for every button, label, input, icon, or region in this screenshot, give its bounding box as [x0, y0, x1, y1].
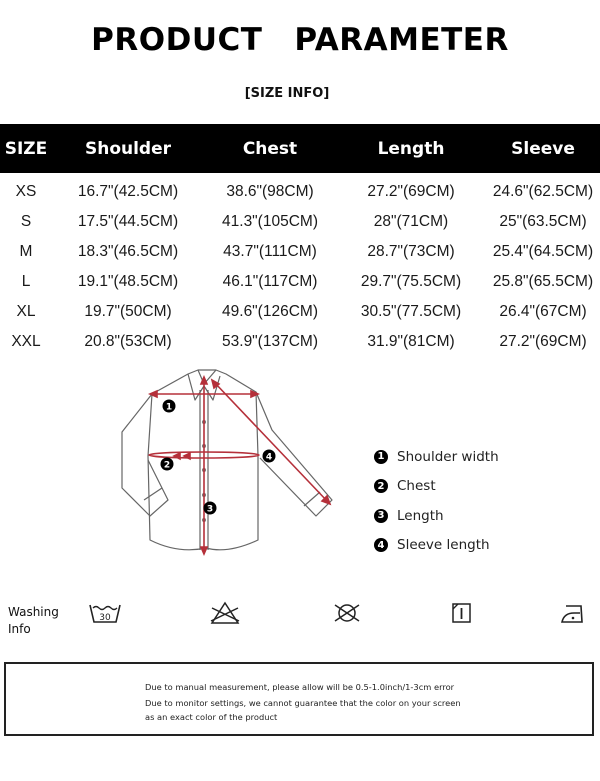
notice-line-2: Due to monitor settings, we cannot guarantee that the color on your screen [145, 698, 461, 708]
legend-label: Length [397, 507, 444, 524]
cell-length: 28"(71CM) [373, 213, 449, 230]
table-row [0, 297, 600, 327]
shirt-measurement-diagram [100, 360, 350, 560]
column-header-shoulder: Shoulder [84, 138, 172, 159]
column-header-chest: Chest [242, 138, 298, 159]
washing-label-line2: Info [8, 622, 31, 636]
notice-line-3: as an exact color of the product [145, 712, 278, 722]
table-row [0, 207, 600, 237]
do-not-bleach-icon [208, 600, 242, 626]
cell-sleeve: 25"(63.5CM) [499, 213, 587, 230]
title-word-product: PRODUCT [91, 22, 263, 58]
page-title [0, 22, 600, 58]
cell-sleeve: 27.2"(69CM) [499, 333, 587, 350]
washing-label-line1: Washing [8, 605, 59, 619]
svg-text:3: 3 [206, 504, 214, 515]
title-word-parameter: PARAMETER [294, 22, 509, 58]
cell-length: 27.2"(69CM) [367, 183, 455, 200]
number-1-icon: 1 [374, 450, 388, 464]
svg-text:2: 2 [163, 460, 171, 471]
cell-sleeve: 25.4"(64.5CM) [492, 243, 594, 260]
cell-shoulder: 16.7"(42.5CM) [77, 183, 179, 200]
cell-chest: 49.6"(126CM) [222, 303, 318, 320]
svg-text:1: 1 [165, 402, 173, 413]
number-3-icon: 3 [374, 509, 388, 523]
cell-shoulder: 20.8"(53CM) [84, 333, 172, 350]
cell-shoulder: 17.5"(44.5CM) [77, 213, 179, 230]
column-header-size: SIZE [4, 138, 48, 159]
legend-item-chest [374, 472, 499, 502]
table-row [0, 173, 600, 207]
cell-shoulder: 18.3"(46.5CM) [77, 243, 179, 260]
cell-size: M [19, 243, 33, 260]
cell-length: 31.9"(81CM) [367, 333, 455, 350]
table-row [0, 327, 600, 357]
legend-label: Sleeve length [397, 537, 490, 554]
cell-sleeve: 25.8"(65.5CM) [492, 273, 594, 290]
table-row [0, 267, 600, 297]
cell-length: 30.5"(77.5CM) [360, 303, 462, 320]
svg-text:4: 4 [265, 452, 273, 463]
line-dry-icon [444, 600, 478, 626]
notice-line-1: Due to manual measurement, please allow will be 0.5-1.0inch/1-3cm error [145, 682, 455, 692]
do-not-tumble-dry-icon [330, 600, 364, 626]
number-4-icon: 4 [374, 538, 388, 552]
column-header-sleeve: Sleeve [511, 138, 575, 159]
legend-item-shoulder-width [374, 442, 499, 472]
cell-chest: 43.7"(111CM) [223, 243, 317, 260]
cell-size: XXL [11, 333, 41, 350]
svg-text:30: 30 [99, 613, 111, 623]
table-row [0, 237, 600, 267]
iron-low-icon [556, 600, 590, 626]
cell-chest: 38.6"(98CM) [226, 183, 314, 200]
legend-item-sleeve-length [374, 531, 499, 561]
cell-sleeve: 24.6"(62.5CM) [492, 183, 594, 200]
cell-chest: 41.3"(105CM) [222, 213, 318, 230]
table-header-row [0, 124, 600, 173]
cell-size: S [20, 213, 32, 230]
cell-size: XL [16, 303, 36, 320]
legend-label: Shoulder width [397, 448, 499, 465]
legend-item-length [374, 501, 499, 531]
measurement-legend [374, 442, 499, 560]
cell-length: 28.7"(73CM) [367, 243, 455, 260]
cell-chest: 53.9"(137CM) [222, 333, 318, 350]
size-info-subtitle: [SIZE INFO] [244, 86, 330, 101]
wash-30-icon [88, 600, 122, 626]
cell-size: L [21, 273, 31, 290]
cell-length: 29.7"(75.5CM) [360, 273, 462, 290]
cell-shoulder: 19.7"(50CM) [84, 303, 172, 320]
number-2-icon: 2 [374, 479, 388, 493]
legend-label: Chest [397, 478, 436, 495]
washing-info-label [8, 604, 59, 638]
cell-sleeve: 26.4"(67CM) [499, 303, 587, 320]
size-table [0, 124, 600, 357]
cell-shoulder: 19.1"(48.5CM) [77, 273, 179, 290]
column-header-length: Length [377, 138, 445, 159]
cell-chest: 46.1"(117CM) [222, 273, 318, 290]
cell-size: XS [15, 183, 37, 200]
